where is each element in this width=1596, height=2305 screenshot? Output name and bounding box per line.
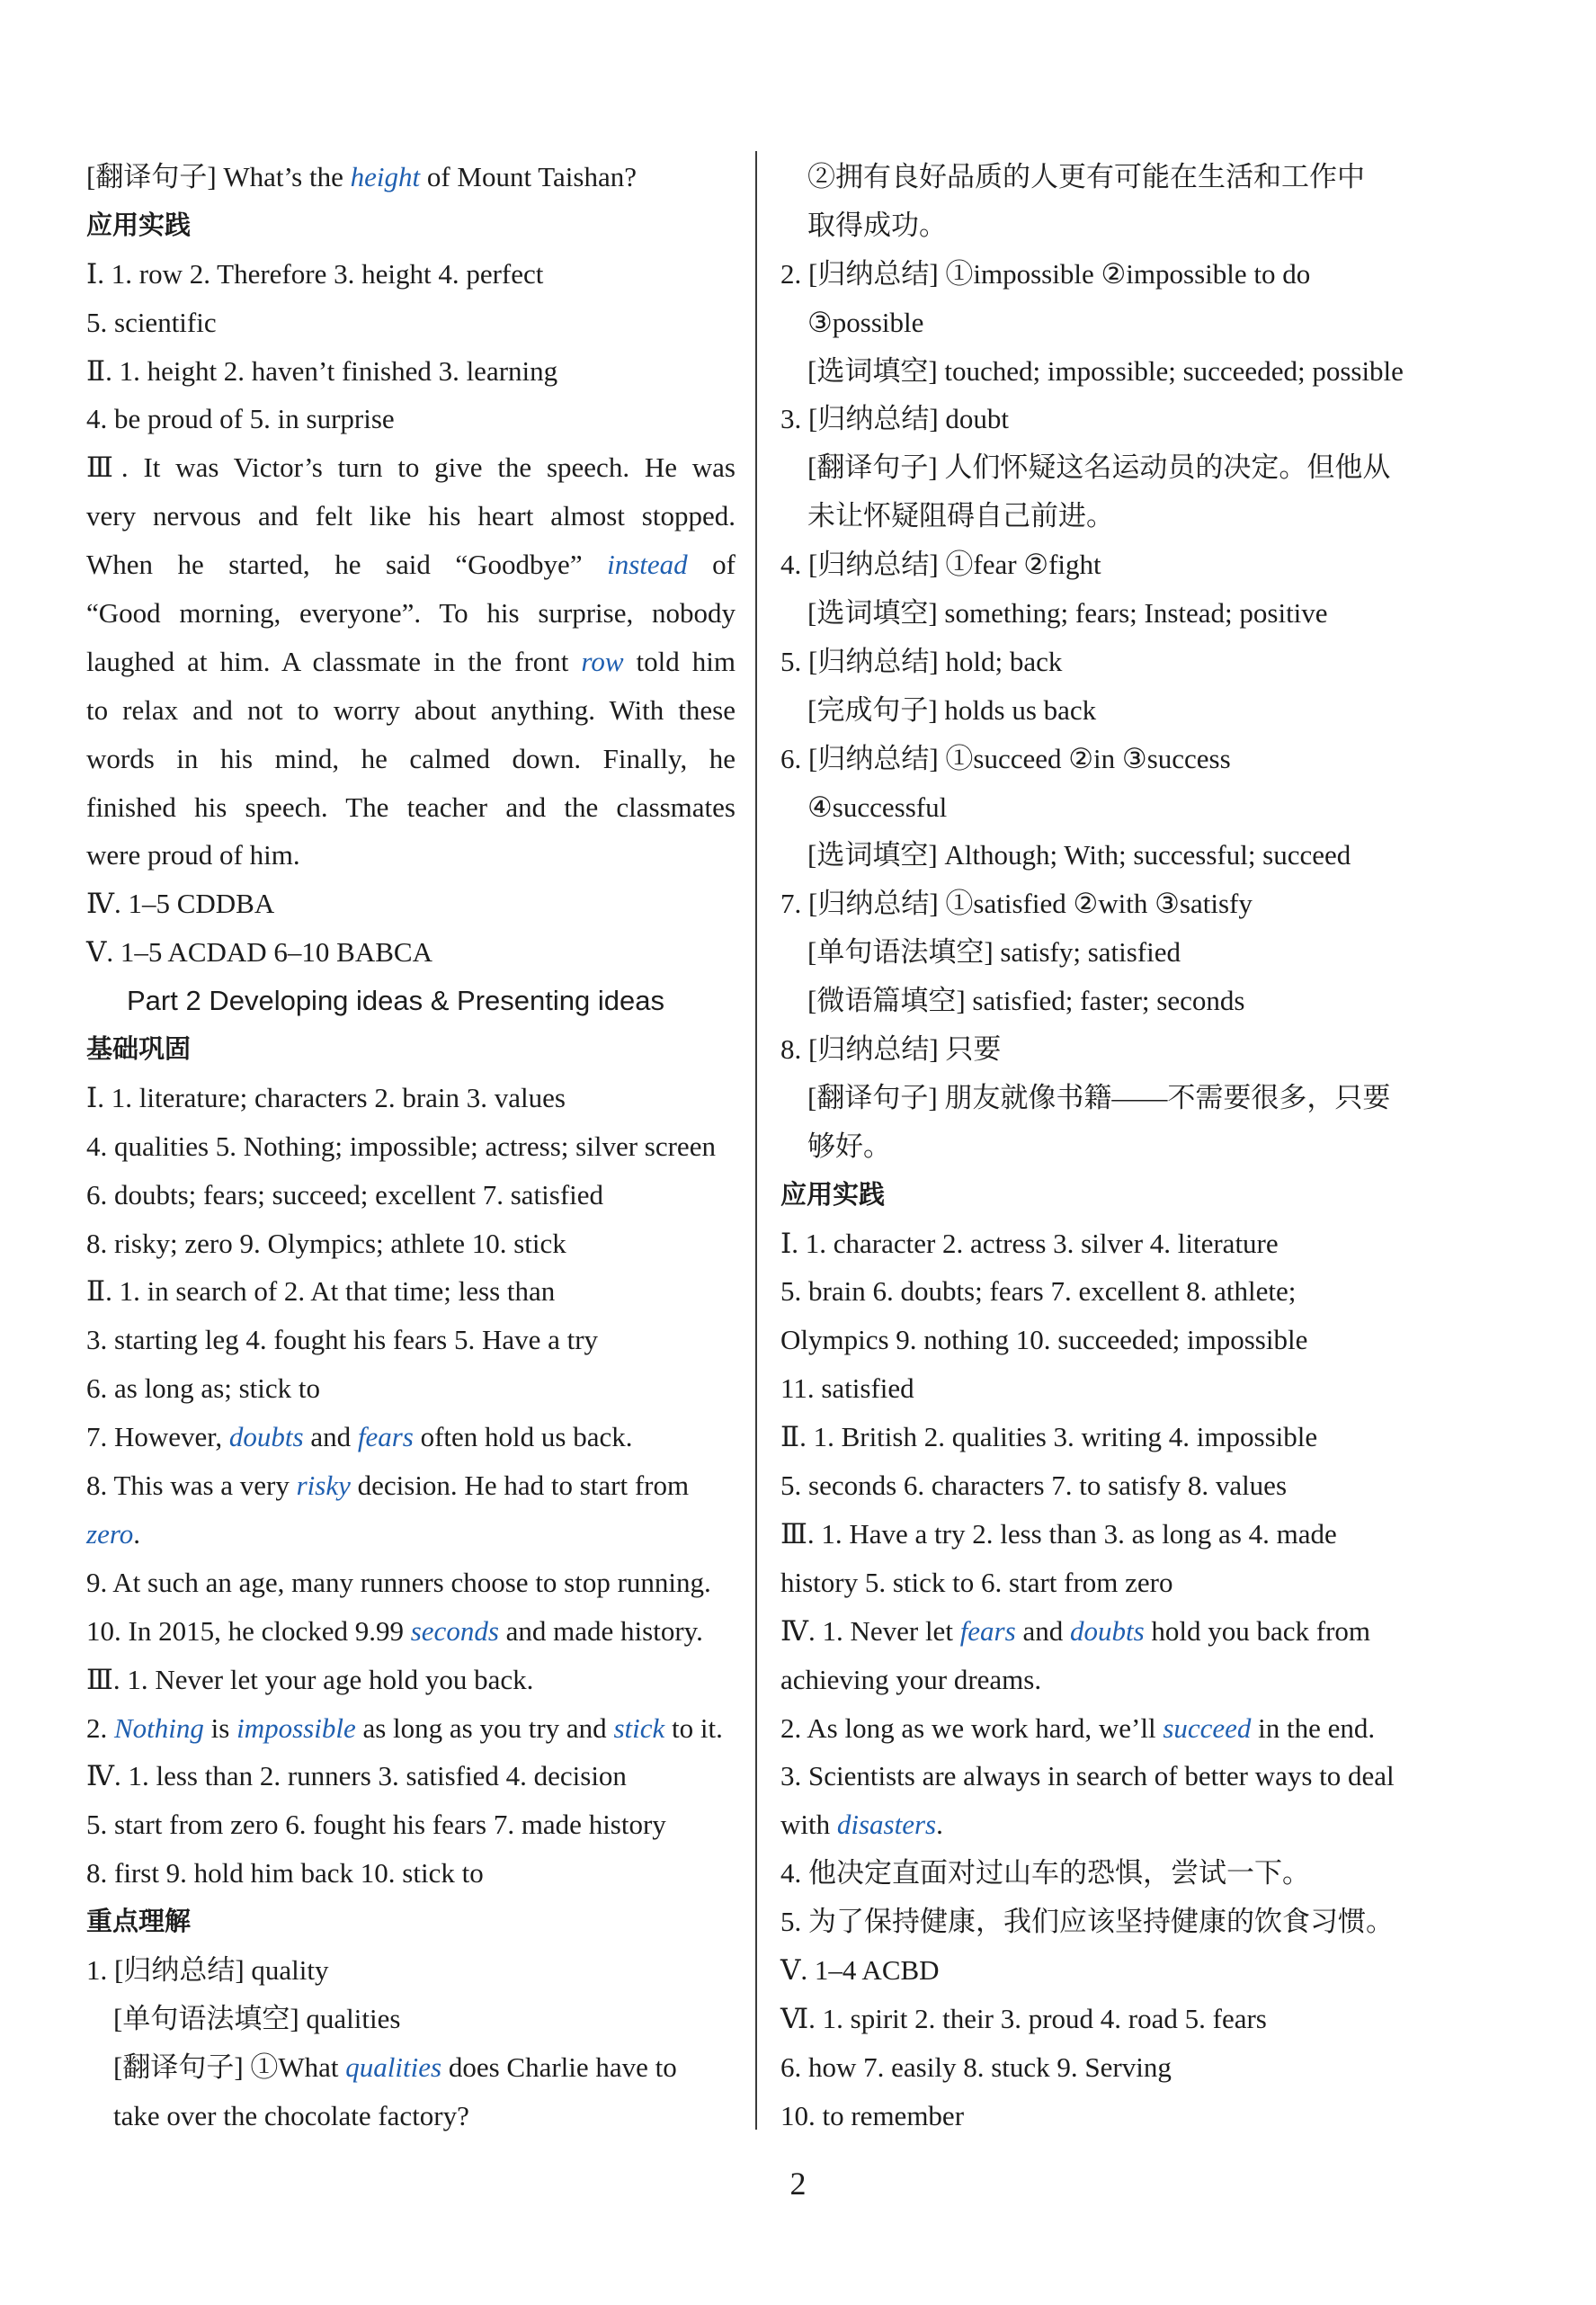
answer-line (780, 1510, 1446, 1559)
text-segment: [选词填空] touched; impossible; succeeded; possible (807, 354, 1404, 387)
answer-line (86, 2043, 736, 2092)
text-segment: 基础巩固 (86, 1033, 192, 1065)
column-divider (755, 151, 757, 2130)
text-segment: very nervous and felt like his heart almost stopped. (86, 500, 736, 532)
text-segment: 3. starting leg 4. fought his fears 5. Have a try (86, 1324, 599, 1356)
part-heading (86, 977, 736, 1025)
text-segment: Ⅲ. 1. Have a try 2. less than 3. as long as 4. made (780, 1517, 1337, 1550)
text-segment: When he started, he said “Goodbye” (86, 549, 608, 581)
answer-line (780, 977, 1446, 1025)
text-segment: were proud of him. (86, 839, 300, 871)
answer-line (780, 735, 1446, 783)
answer-line (86, 1364, 736, 1413)
text-segment: often hold us back. (413, 1421, 633, 1453)
text-segment: Ⅲ. It was Victor’s turn to give the speech. He was (86, 451, 736, 484)
text-segment: 8. first 9. hold him back 10. stick to (86, 1857, 484, 1890)
text-segment: ②拥有良好品质的人更有可能在生活和工作中 (807, 161, 1365, 192)
text-segment: Olympics 9. nothing 10. succeeded; impossible (780, 1324, 1308, 1356)
answer-line (86, 735, 736, 783)
answer-line (86, 686, 736, 735)
right-column (780, 153, 1446, 2140)
answer-line (86, 928, 736, 977)
answer-line (780, 880, 1446, 928)
text-segment: 6. as long as; stick to (86, 1372, 321, 1405)
keyword-answer: stick (613, 1711, 665, 1744)
text-segment: Ⅰ. 1. character 2. actress 3. silver 4. literature (780, 1227, 1279, 1259)
text-segment: Ⅳ. 1–5 CDDBA (86, 888, 275, 920)
text-segment: 6. how 7. easily 8. stuck 9. Serving (780, 2050, 1172, 2083)
answer-line (780, 2043, 1446, 2092)
answer-line (780, 638, 1446, 686)
text-segment: Ⅳ. 1. less than 2. runners 3. satisfied 4. decision (86, 1760, 627, 1792)
answer-line (86, 299, 736, 347)
text-segment: 5. scientific (86, 306, 217, 338)
text-segment: 5. 为了保持健康，我们应该坚持健康的饮食习惯。 (780, 1906, 1394, 1938)
answer-line (86, 1510, 736, 1559)
text-segment: is (203, 1711, 237, 1744)
answer-line (780, 1898, 1446, 1946)
answer-line (780, 1025, 1446, 1074)
answer-line (86, 443, 736, 492)
answer-line (86, 1849, 736, 1898)
answer-line (780, 1704, 1446, 1753)
text-segment: 6. doubts; fears; succeed; excellent 7. satisfied (86, 1178, 604, 1211)
answer-line (86, 589, 736, 638)
text-segment: does Charlie have to (441, 2050, 677, 2083)
answer-line (780, 1316, 1446, 1364)
keyword-answer: Nothing (114, 1711, 204, 1744)
keyword-answer: seconds (410, 1614, 499, 1647)
answer-line (86, 1267, 736, 1316)
answer-line (86, 153, 736, 201)
text-segment: 未让怀疑阻碍自己前进。 (807, 500, 1114, 532)
answer-line (780, 1220, 1446, 1268)
answer-line (86, 1995, 736, 2043)
text-segment: as long as you try and (355, 1711, 614, 1744)
answer-line (780, 589, 1446, 638)
answer-line (86, 1413, 736, 1461)
answer-line (780, 1607, 1446, 1656)
answer-line (780, 928, 1446, 977)
text-segment: [单句语法填空] qualities (113, 2002, 401, 2034)
answer-line (780, 1946, 1446, 1995)
text-segment: finished his speech. The teacher and the classmates (86, 791, 736, 823)
answer-line (780, 492, 1446, 541)
answer-line (86, 880, 736, 928)
answer-line (86, 1607, 736, 1656)
text-segment: [选词填空] Although; With; successful; succeed (807, 839, 1351, 871)
text-segment: “Good morning, everyone”. To his surprise, nobody (86, 597, 736, 630)
answer-line (86, 1752, 736, 1800)
answer-line (86, 1946, 736, 1995)
text-segment: Ⅰ. 1. row 2. Therefore 3. height 4. perfect (86, 257, 544, 290)
text-segment: and (1015, 1614, 1070, 1647)
text-segment: 4. [归纳总结] ①fear ②fight (780, 549, 1101, 581)
text-segment: told him (623, 645, 736, 677)
answer-line (780, 1800, 1446, 1849)
answer-line (86, 1220, 736, 1268)
answer-line (780, 1413, 1446, 1461)
answer-line (780, 1559, 1446, 1607)
section-heading (780, 1171, 1446, 1220)
text-segment: 1. [归纳总结] quality (86, 1953, 329, 1986)
text-segment: 5. brain 6. doubts; fears 7. excellent 8. athlete; (780, 1275, 1297, 1308)
answer-line (780, 541, 1446, 589)
text-segment: achieving your dreams. (780, 1663, 1042, 1695)
answer-line (86, 2092, 736, 2140)
text-segment: 够好。 (807, 1130, 891, 1162)
text-segment: 取得成功。 (807, 209, 947, 241)
answer-line (86, 783, 736, 832)
text-segment: 7. [归纳总结] ①satisfied ②with ③satisfy (780, 888, 1253, 920)
keyword-answer: risky (296, 1470, 351, 1502)
text-segment: to relax and not to worry about anything. With these (86, 693, 736, 726)
keyword-answer: zero (86, 1517, 134, 1550)
text-segment: 7. However, (86, 1421, 229, 1453)
text-segment: 5. seconds 6. characters 7. to satisfy 8. values (780, 1470, 1288, 1502)
text-segment: with (780, 1809, 837, 1841)
answer-line (780, 1364, 1446, 1413)
keyword-answer: height (350, 161, 421, 192)
answer-line (780, 201, 1446, 250)
answer-line (86, 1122, 736, 1171)
text-segment: Ⅴ. 1–4 ACBD (780, 1953, 940, 1986)
text-segment: ③possible (807, 306, 924, 338)
text-segment: history 5. stick to 6. start from zero (780, 1566, 1173, 1598)
answer-line (780, 443, 1446, 492)
text-segment: 重点理解 (86, 1906, 192, 1937)
keyword-answer: fears (959, 1614, 1016, 1647)
keyword-answer: row (581, 645, 624, 677)
text-segment: and (303, 1421, 358, 1453)
text-segment: 应用实践 (86, 209, 192, 240)
answer-line (780, 831, 1446, 880)
text-segment: of Mount Taishan? (420, 161, 637, 192)
answer-line (780, 1849, 1446, 1898)
text-segment: 5. [归纳总结] hold; back (780, 645, 1063, 677)
answer-line (780, 1461, 1446, 1510)
text-segment: and made history. (498, 1614, 703, 1647)
keyword-answer: qualities (345, 2050, 442, 2083)
text-segment: hold you back from (1144, 1614, 1371, 1647)
text-segment: of (687, 549, 736, 581)
section-heading (86, 1025, 736, 1074)
text-segment: 2. (86, 1711, 114, 1744)
answer-line (86, 638, 736, 686)
text-segment: 4. 他决定直面对过山车的恐惧，尝试一下。 (780, 1857, 1310, 1890)
text-segment: 3. Scientists are always in search of better ways to deal (780, 1760, 1395, 1792)
text-segment: words in his mind, he calmed down. Finally, he (86, 742, 736, 774)
text-segment: [翻译句子] 朋友就像书籍——不需要很多，只要 (807, 1081, 1391, 1113)
text-segment: 8. risky; zero 9. Olympics; athlete 10. stick (86, 1227, 566, 1259)
answer-line (780, 1995, 1446, 2043)
text-segment: 8. [归纳总结] 只要 (780, 1033, 1002, 1066)
answer-line (86, 1316, 736, 1364)
answer-line (780, 299, 1446, 347)
keyword-answer: doubts (1069, 1614, 1145, 1647)
text-segment: [单句语法填空] satisfy; satisfied (807, 936, 1181, 969)
text-segment: ④successful (807, 791, 948, 823)
answer-line (86, 395, 736, 443)
text-segment: 2. [归纳总结] ①impossible ②impossible to do (780, 257, 1311, 290)
keyword-answer: disasters (836, 1809, 937, 1841)
answer-line (86, 1461, 736, 1510)
keyword-answer: succeed (1163, 1711, 1252, 1744)
text-segment: [微语篇填空] satisfied; faster; seconds (807, 985, 1245, 1017)
keyword-answer: fears (357, 1421, 414, 1453)
text-segment: 3. [归纳总结] doubt (780, 403, 1010, 435)
text-segment: Ⅳ. 1. Never let (780, 1614, 960, 1647)
answer-line (780, 395, 1446, 443)
text-segment: Ⅱ. 1. British 2. qualities 3. writing 4. impossible (780, 1421, 1318, 1453)
text-segment: 9. At such an age, many runners choose to stop running. (86, 1566, 711, 1598)
text-segment: take over the chocolate factory? (113, 2099, 469, 2131)
text-segment: [完成句子] holds us back (807, 693, 1097, 726)
section-heading (86, 201, 736, 250)
text-segment: 应用实践 (780, 1178, 886, 1210)
answer-line (780, 1267, 1446, 1316)
text-segment: Ⅵ. 1. spirit 2. their 3. proud 4. road 5. fears (780, 2002, 1267, 2034)
text-segment: Ⅰ. 1. literature; characters 2. brain 3. values (86, 1081, 566, 1113)
text-segment: 8. This was a very (86, 1470, 297, 1502)
text-segment: [选词填空] something; fears; Instead; positive (807, 597, 1328, 630)
text-segment: to it. (664, 1711, 723, 1744)
text-segment: Ⅱ. 1. height 2. haven’t finished 3. learning (86, 354, 558, 387)
answer-line (780, 1752, 1446, 1800)
text-segment: . (133, 1517, 140, 1550)
answer-line (86, 1171, 736, 1220)
text-segment: laughed at him. A classmate in the front (86, 645, 582, 677)
text-segment: in the end. (1251, 1711, 1376, 1744)
text-segment: Part 2 Developing ideas & Presenting ideas (127, 985, 664, 1017)
section-heading (86, 1898, 736, 1946)
answer-line (780, 2092, 1446, 2140)
text-segment: 6. [归纳总结] ①succeed ②in ③success (780, 742, 1231, 774)
answer-line (86, 1656, 736, 1704)
text-segment: Ⅴ. 1–5 ACDAD 6–10 BABCA (86, 936, 432, 969)
answer-line (86, 250, 736, 299)
answer-line (86, 347, 736, 396)
text-segment: . (936, 1809, 943, 1841)
text-segment: 5. start from zero 6. fought his fears 7. made history (86, 1809, 666, 1841)
page-number: 2 (789, 2166, 807, 2202)
answer-line (86, 1074, 736, 1122)
answer-line (780, 1122, 1446, 1171)
answer-line (86, 1559, 736, 1607)
answer-line (780, 250, 1446, 299)
answer-line (86, 1800, 736, 1849)
answer-line (780, 686, 1446, 735)
text-segment: 2. As long as we work hard, we’ll (780, 1711, 1164, 1744)
keyword-answer: doubts (228, 1421, 304, 1453)
text-segment: [翻译句子] 人们怀疑这名运动员的决定。但他从 (807, 451, 1391, 484)
text-segment: decision. He had to start from (350, 1470, 690, 1502)
text-segment: 4. be proud of 5. in surprise (86, 403, 395, 435)
text-segment: 4. qualities 5. Nothing; impossible; actress; silver screen (86, 1130, 716, 1162)
answer-line (86, 831, 736, 880)
answer-line (780, 347, 1446, 396)
text-segment: Ⅲ. 1. Never let your age hold you back. (86, 1663, 534, 1695)
answer-line (780, 1074, 1446, 1122)
keyword-answer: instead (607, 549, 688, 581)
text-segment: Ⅱ. 1. in search of 2. At that time; less than (86, 1275, 556, 1308)
answer-line (780, 783, 1446, 832)
answer-line (86, 492, 736, 541)
answer-line (780, 153, 1446, 201)
keyword-answer: impossible (236, 1711, 356, 1744)
text-segment: 11. satisfied (780, 1372, 914, 1405)
answer-line (86, 1704, 736, 1753)
answer-line (780, 1656, 1446, 1704)
text-segment: 10. to remember (780, 2099, 965, 2131)
left-column (86, 153, 736, 2140)
text-segment: [翻译句子] ①What (113, 2050, 346, 2083)
text-segment: [翻译句子] What’s the (86, 161, 351, 192)
text-segment: 10. In 2015, he clocked 9.99 (86, 1614, 411, 1647)
answer-line (86, 541, 736, 589)
